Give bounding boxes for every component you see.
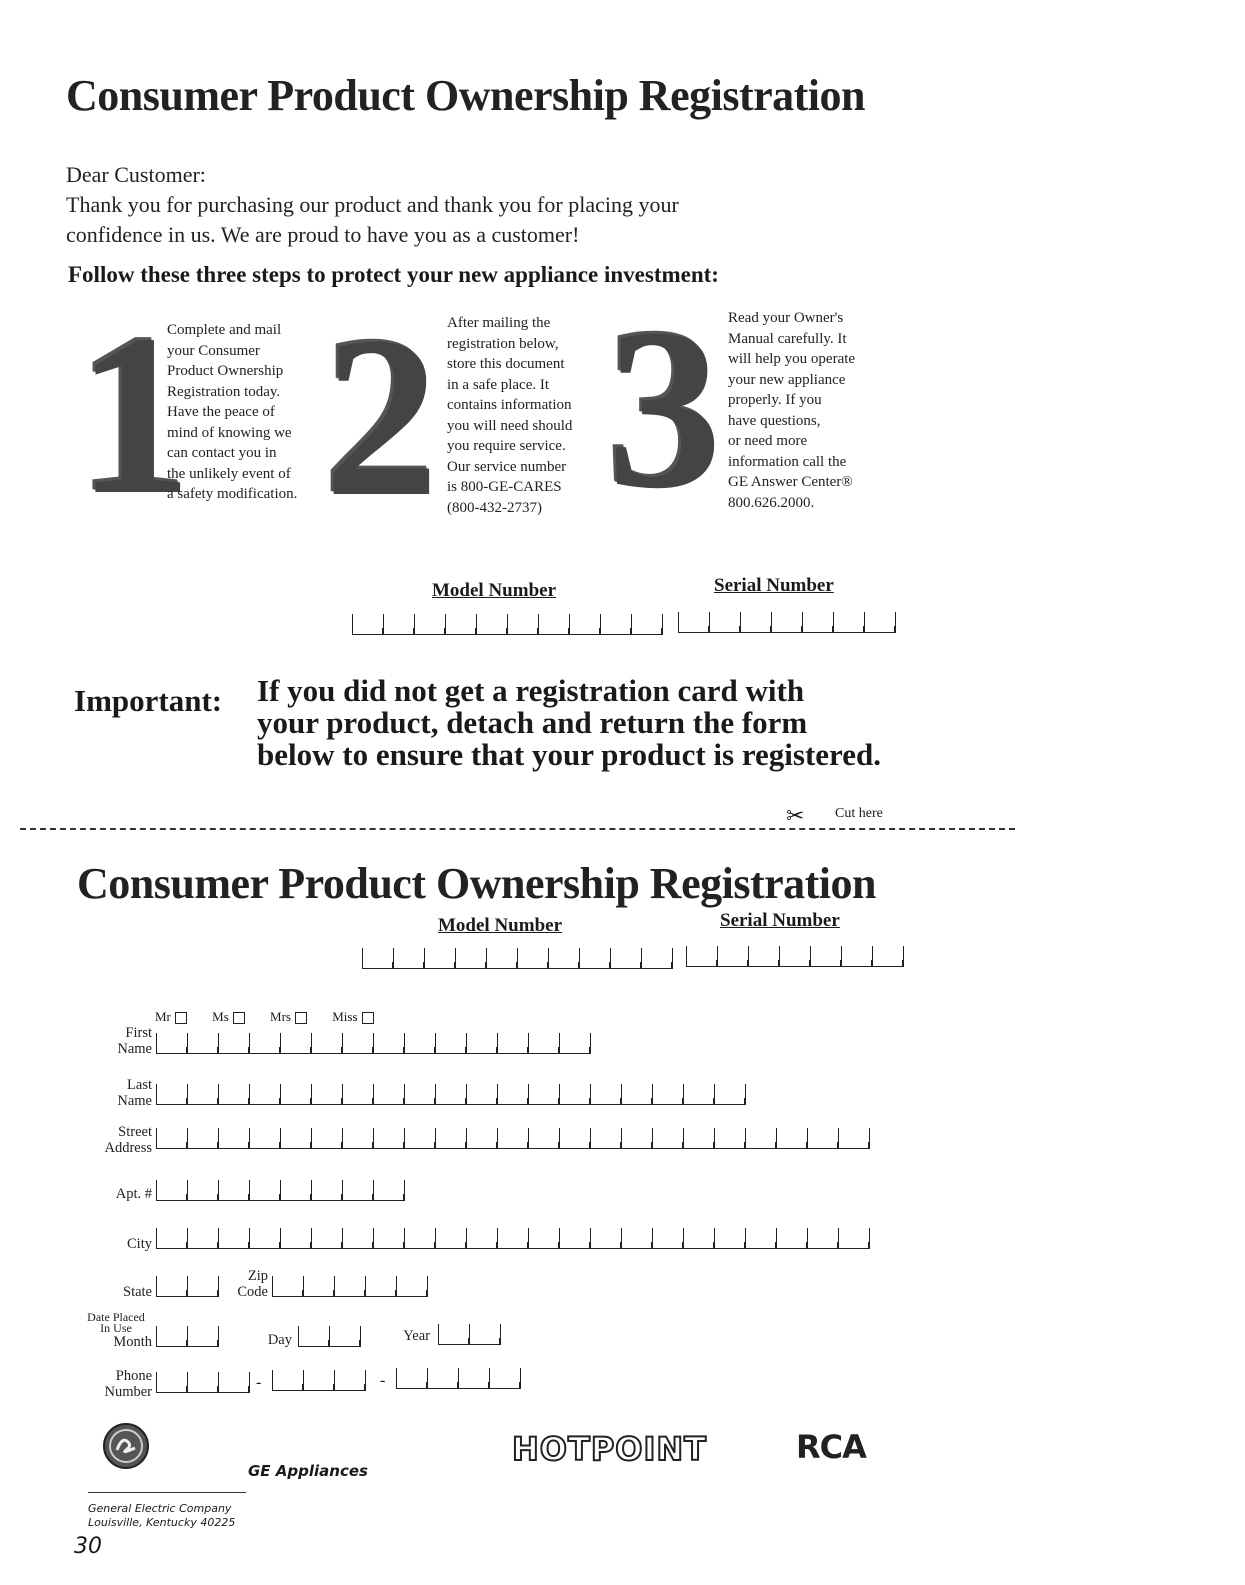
form-serial-number-boxes[interactable] bbox=[686, 946, 904, 967]
phone-number-label: Phone Number bbox=[104, 1368, 152, 1400]
step-3-text: Read your Owner's Manual carefully. It will help you operate your new appliance properly. If you have questions, or need more information call the GE Answer Center® 800.626.2000. bbox=[728, 310, 856, 511]
street-address-input[interactable] bbox=[156, 1128, 870, 1149]
form-model-number-boxes[interactable] bbox=[362, 948, 673, 969]
apt-label: Apt. # bbox=[115, 1186, 152, 1202]
last-name-label: Last Name bbox=[117, 1077, 152, 1109]
street-address-label: Street Address bbox=[104, 1124, 152, 1156]
ge-logo-icon bbox=[102, 1422, 150, 1475]
title-option-mr[interactable]: Mr bbox=[155, 1009, 187, 1024]
page-number: 30 bbox=[74, 1534, 102, 1559]
zip-label: Zip Code bbox=[237, 1268, 268, 1300]
ge-appliances-label: GE Appliances bbox=[248, 1462, 368, 1480]
company-address: General Electric Company Louisville, Kentucky 40225 bbox=[88, 1502, 236, 1529]
important-message: If you did not get a registration card with your product, detach and return the form below to ensure that your product is registered. bbox=[257, 673, 882, 772]
scissors-icon: ✂ bbox=[786, 803, 805, 828]
form-title: Consumer Product Ownership Registration bbox=[77, 859, 876, 908]
hotpoint-logo: HOTPOINT bbox=[512, 1430, 707, 1468]
serial-number-boxes[interactable] bbox=[678, 612, 896, 633]
step-2-text: After mailing the registration below, store this document in a safe place. It contains information you will need should you require service. Our service number is 800-GE-CARES (800-432-2737) bbox=[447, 315, 573, 516]
mr-checkbox[interactable] bbox=[175, 1012, 187, 1024]
title-option-mrs[interactable]: Mrs bbox=[270, 1009, 307, 1024]
model-number-boxes[interactable] bbox=[352, 614, 663, 635]
title-option-ms[interactable]: Ms bbox=[212, 1009, 245, 1024]
apt-input[interactable] bbox=[156, 1180, 405, 1201]
step-2-numeral: 2 bbox=[322, 287, 437, 542]
day-input[interactable] bbox=[298, 1326, 361, 1347]
phone-area-input[interactable] bbox=[156, 1372, 250, 1393]
zip-input[interactable] bbox=[272, 1276, 428, 1297]
last-name-input[interactable] bbox=[156, 1084, 746, 1105]
form-serial-number-label: Serial Number bbox=[720, 910, 840, 931]
title-options bbox=[155, 1009, 396, 1025]
page-title: Consumer Product Ownership Registration bbox=[66, 71, 865, 120]
rca-logo: RCA bbox=[796, 1428, 866, 1466]
greeting bbox=[66, 160, 679, 250]
first-name-input[interactable] bbox=[156, 1033, 591, 1054]
serial-number-label: Serial Number bbox=[714, 575, 834, 596]
month-input[interactable] bbox=[156, 1326, 219, 1347]
year-label: Year bbox=[403, 1328, 430, 1344]
state-input[interactable] bbox=[156, 1276, 219, 1297]
year-input[interactable] bbox=[438, 1324, 501, 1345]
model-number-label: Model Number bbox=[432, 580, 557, 601]
date-placed-label: Date Placed In Use bbox=[87, 1310, 145, 1335]
phone-line-input[interactable] bbox=[396, 1368, 521, 1389]
footer-divider bbox=[88, 1492, 246, 1493]
steps-heading: Follow these three steps to protect your new appliance investment: bbox=[68, 262, 719, 287]
phone-dash-1: - bbox=[256, 1374, 262, 1391]
step-3-numeral: 3 bbox=[605, 279, 720, 534]
miss-checkbox[interactable] bbox=[362, 1012, 374, 1024]
city-label: City bbox=[127, 1236, 152, 1252]
important-label: Important: bbox=[74, 683, 223, 718]
step-1-numeral: 1 bbox=[75, 285, 190, 540]
greeting-line-1: Thank you for purchasing our product and thank you for placing your bbox=[66, 192, 679, 217]
title-option-miss[interactable]: Miss bbox=[332, 1009, 373, 1024]
step-1-text: Complete and mail your Consumer Product Ownership Registration today. Have the peace of mind of knowing we can contact you in the unlikely event of a safety modification. bbox=[167, 322, 298, 502]
state-label: State bbox=[123, 1284, 152, 1300]
mrs-checkbox[interactable] bbox=[295, 1012, 307, 1024]
city-input[interactable] bbox=[156, 1228, 870, 1249]
greeting-line-2: confidence in us. We are proud to have you as a customer! bbox=[66, 222, 580, 247]
salutation: Dear Customer: bbox=[66, 162, 206, 187]
first-name-label: First Name bbox=[117, 1025, 152, 1057]
ms-checkbox[interactable] bbox=[233, 1012, 245, 1024]
phone-dash-2: - bbox=[380, 1372, 386, 1389]
form-model-number-label: Model Number bbox=[438, 915, 563, 936]
cut-here-label: Cut here bbox=[835, 806, 883, 821]
cut-line bbox=[20, 828, 1015, 830]
phone-prefix-input[interactable] bbox=[272, 1370, 366, 1391]
day-label: Day bbox=[267, 1332, 292, 1348]
month-label: Month bbox=[113, 1334, 152, 1350]
